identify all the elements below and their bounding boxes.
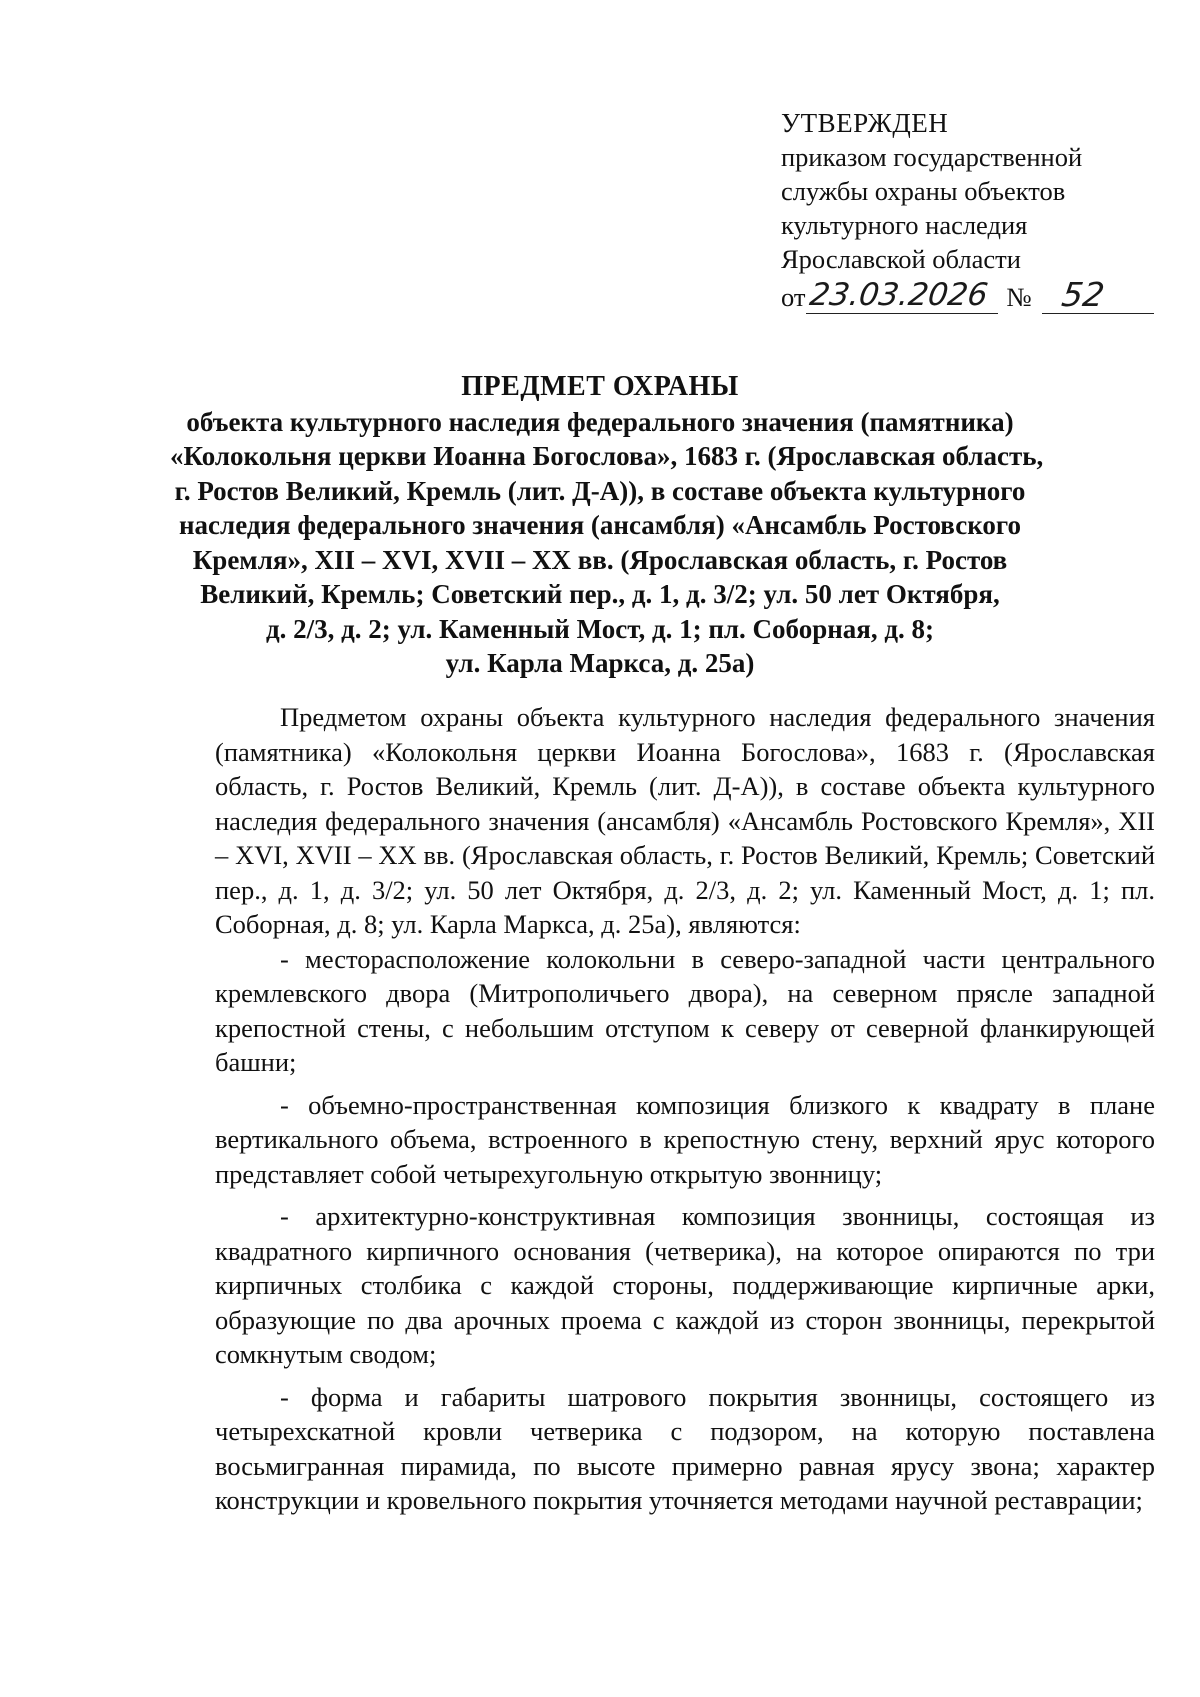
handwritten-date: 23.03.2026 — [807, 277, 991, 313]
heading-line: «Колокольня церкви Иоанна Богослова», 1683 г. (Ярославская область, — [170, 441, 1044, 471]
list-item: - архитектурно-конструктивная композиция звонницы, состоящая из квадратного кирпичного основания (четверика), на которое опираются по три кирпичных столбика с каждой стороны, поддерживающие кирпичные арки, образующие по два арочных проема с каждой из сторон звонницы, перекрытой сомкнутым сводом; — [215, 1201, 1155, 1369]
approval-date-number-line — [781, 276, 1161, 314]
intro-paragraph: Предметом охраны объекта культурного наследия федерального значения (памятника) «Колокольня церкви Иоанна Богослова», 1683 г. (Ярославская область, г. Ростов Великий, Кремль (лит. Д-А)), в составе объекта культурного наследия федерального значения (ансамбля) «Ансамбль Ростовского Кремля», XII – XVI, XVII – XX вв. (Ярославская область, г. Ростов Великий, Кремль; Советский пер., д. 1, д. 3/2; ул. 50 лет Октября, д. 2/3, д. 2; ул. Каменный Мост, д. 1; пл. Соборная, д. 8; ул. Карла Маркса, д. 25а), являются: — [215, 702, 1155, 939]
list-item: - форма и габариты шатрового покрытия звонницы, состоящего из четырехскатной кровли четверика с подзором, на которую поставлена восьмигранная пирамида, по высоте примерно равная ярусу звона; характер конструкции и кровельного покрытия уточняется методами научной реставрации; — [215, 1381, 1155, 1515]
approval-line: приказом государственной — [781, 142, 1083, 172]
document-body — [215, 700, 1155, 1526]
approval-line: службы охраны объектов — [781, 176, 1066, 206]
approval-line: культурного наследия — [781, 210, 1028, 240]
date-label: от — [781, 282, 806, 312]
approval-line: Ярославской области — [781, 244, 1021, 274]
heading-line: Кремля», XII – XVI, XVII – XX вв. (Ярославская область, г. Ростов — [192, 544, 1008, 575]
number-label: № — [1006, 282, 1032, 312]
heading-line: ул. Карла Маркса, д. 25а) — [445, 648, 755, 678]
date-field — [806, 279, 998, 314]
heading-line: д. 2/3, д. 2; ул. Каменный Мост, д. 1; пл. Соборная, д. 8; — [265, 613, 935, 644]
heading-line: Великий, Кремль; Советский пер., д. 1, д. 3/2; ул. 50 лет Октября, — [200, 579, 1000, 609]
list-item: - месторасположение колокольни в северо-западной части центрального кремлевского двора (Митрополичьего двора), на северном прясле западной крепостной стены, с небольшим отступом к северу от северной фланкирующей башни; — [215, 943, 1155, 1077]
approval-block — [781, 106, 1161, 314]
heading-line: объекта культурного наследия федерального значения (памятника) — [186, 406, 1014, 437]
handwritten-number: 52 — [1059, 275, 1107, 314]
approval-title: УТВЕРЖДЕН — [781, 108, 949, 138]
list-item: - объемно-пространственная композиция близкого к квадрату в плане вертикального объема, встроенного в крепостную стену, верхний ярус которого представляет собой четырехугольную открытую звонницу; — [215, 1089, 1155, 1189]
number-field — [1042, 275, 1154, 314]
heading-line: наследия федерального значения (ансамбля) «Ансамбль Ростовского — [179, 510, 1021, 540]
document-heading — [170, 370, 1044, 681]
heading-line: г. Ростов Великий, Кремль (лит. Д-А)), в составе объекта культурного — [174, 475, 1026, 506]
document-title: ПРЕДМЕТ ОХРАНЫ — [461, 371, 739, 402]
